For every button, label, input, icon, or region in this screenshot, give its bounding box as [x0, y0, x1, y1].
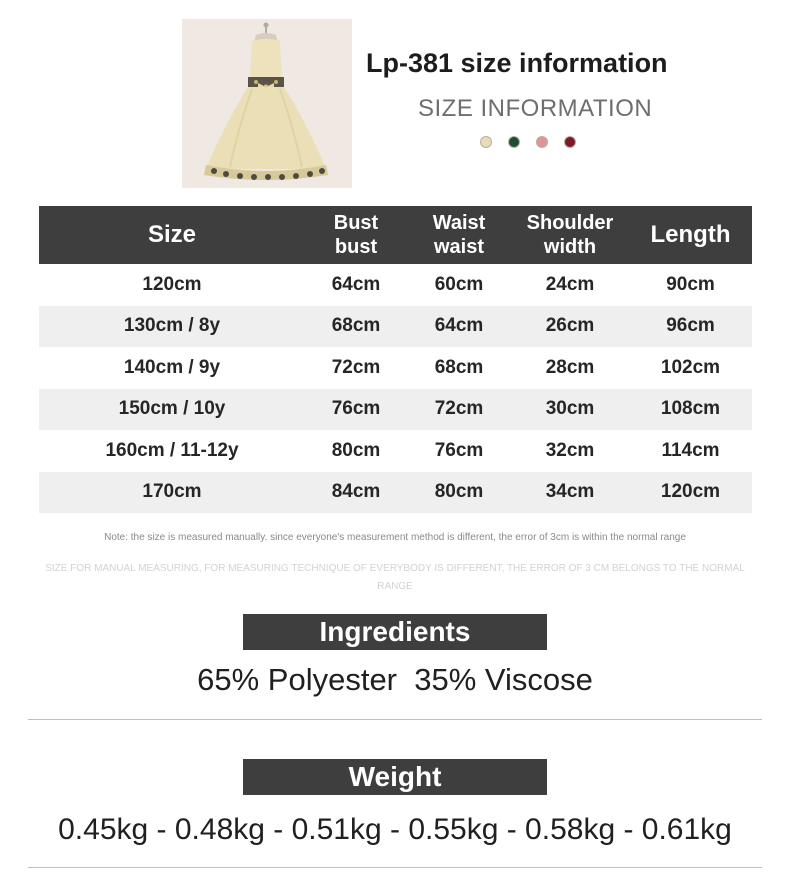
cell-size: 170cm [39, 472, 305, 514]
cell-size: 160cm / 11-12y [105, 439, 239, 461]
cell-length: 108cm [629, 389, 752, 431]
table-row [39, 347, 752, 389]
cell-size: 130cm / 8y [39, 306, 305, 348]
page-title: Lp-381 size information [366, 48, 668, 78]
weight-heading: Weight [243, 759, 547, 795]
color-swatch-1[interactable] [480, 136, 492, 148]
cell-shoulder: 24cm [545, 273, 595, 295]
divider [28, 867, 762, 868]
page-subtitle: SIZE INFORMATION [418, 95, 653, 122]
weight-values: 0.45kg - 0.48kg - 0.51kg - 0.55kg - 0.58kg - 0.61kg [58, 813, 732, 846]
cell-waist: 60cm [434, 273, 484, 295]
cell-length: 90cm [666, 273, 715, 295]
table-row [39, 430, 752, 472]
cell-length: 114cm [661, 439, 720, 461]
column-header-length [629, 206, 752, 264]
size-table [39, 206, 752, 513]
color-swatch-2[interactable] [508, 136, 520, 148]
color-swatch-4[interactable] [564, 136, 576, 148]
column-header-label: Length [650, 221, 731, 248]
column-header-sublabel: bust [334, 236, 378, 258]
column-header-label: Waist [432, 212, 486, 234]
cell-bust: 80cm [331, 439, 381, 461]
cell-waist: 64cm [407, 306, 511, 348]
column-header-label: Shoulder [526, 212, 614, 234]
dress-illustration [182, 19, 352, 188]
cell-shoulder: 30cm [511, 389, 629, 431]
cell-bust: 84cm [305, 472, 407, 514]
cell-bust: 68cm [305, 306, 407, 348]
cell-shoulder: 26cm [511, 306, 629, 348]
cell-shoulder: 34cm [511, 472, 629, 514]
color-swatch-3[interactable] [536, 136, 548, 148]
ingredients-value: 65% Polyester 35% Viscose [197, 662, 593, 697]
cell-shoulder: 32cm [545, 439, 595, 461]
cell-waist: 76cm [434, 439, 484, 461]
ingredients-heading: Ingredients [243, 614, 547, 650]
measurement-note: Note: the size is measured manually. since everyone's measurement method is different, the error of 3cm is within the normal range [104, 532, 686, 543]
size-table-header-row [39, 206, 752, 264]
cell-size: 120cm [142, 273, 202, 295]
cell-waist: 72cm [407, 389, 511, 431]
color-swatches [480, 136, 576, 150]
column-header-bust [305, 206, 407, 264]
cell-waist: 80cm [407, 472, 511, 514]
measurement-note-faint: SIZE FOR MANUAL MEASURING, FOR MEASURING TECHNIQUE OF EVERYBODY IS DIFFERENT, THE ERROR OF 3 CM BELONGS TO THE NORMAL RANGE [45, 563, 745, 592]
table-row [39, 264, 752, 306]
column-header-label: Size [147, 221, 197, 248]
cell-bust: 64cm [331, 273, 381, 295]
column-header-shoulder-width [511, 206, 629, 264]
cell-length: 120cm [629, 472, 752, 514]
cell-size: 140cm / 9y [123, 356, 221, 378]
table-row [39, 389, 752, 431]
table-row [39, 472, 752, 514]
column-header-sublabel: waist [433, 236, 485, 258]
column-header-sublabel: width [543, 236, 597, 258]
cell-size: 150cm / 10y [39, 389, 305, 431]
column-header-label: Bust [333, 212, 379, 234]
table-row [39, 306, 752, 348]
divider [28, 719, 762, 720]
cell-waist: 68cm [434, 356, 484, 378]
cell-length: 96cm [629, 306, 752, 348]
cell-bust: 76cm [305, 389, 407, 431]
cell-shoulder: 28cm [545, 356, 595, 378]
column-header-size [39, 206, 305, 264]
cell-length: 102cm [660, 356, 721, 378]
column-header-waist [407, 206, 511, 264]
product-photo-dress [182, 19, 352, 188]
cell-bust: 72cm [331, 356, 381, 378]
